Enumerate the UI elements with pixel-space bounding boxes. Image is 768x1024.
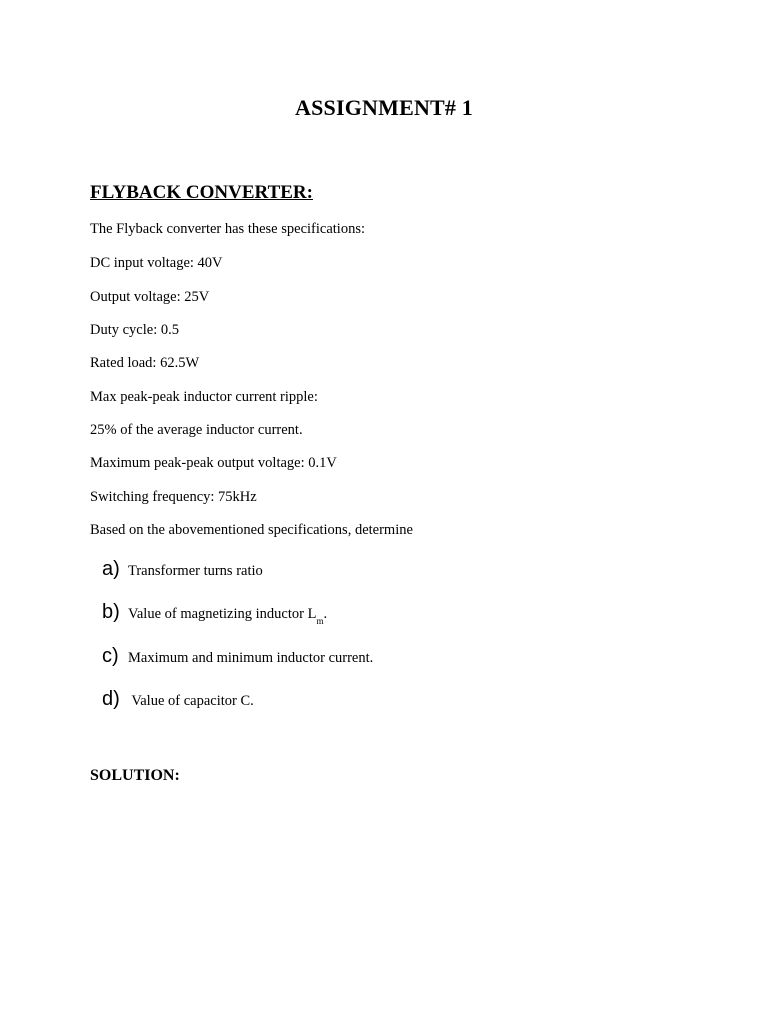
list-letter: c) (102, 645, 119, 667)
list-item-suffix: . (323, 606, 328, 622)
spec-output-ripple: Maximum peak-peak output voltage: 0.1V (90, 455, 337, 471)
list-item-text: Value of capacitor C. (128, 693, 254, 709)
list-item-c (102, 645, 373, 668)
intro-text: The Flyback converter has these specifications: (90, 221, 365, 237)
spec-output-voltage: Output voltage: 25V (90, 289, 210, 305)
list-item-text (128, 606, 328, 626)
list-item-main-text: Value of magnetizing inductor L (128, 606, 317, 622)
assignment-title: ASSIGNMENT# 1 (294, 95, 474, 120)
list-item-text: Maximum and minimum inductor current. (128, 650, 374, 666)
spec-dc-input: DC input voltage: 40V (90, 255, 223, 271)
spec-rated-load: Rated load: 62.5W (90, 355, 200, 371)
spec-switching-frequency: Switching frequency: 75kHz (90, 489, 257, 505)
prompt-text: Based on the abovementioned specifications, determine (90, 522, 413, 538)
list-letter: b) (102, 601, 120, 623)
spec-duty-cycle: Duty cycle: 0.5 (90, 322, 179, 338)
list-letter: d) (102, 688, 120, 710)
list-item-text: Transformer turns ratio (128, 563, 263, 579)
list-letter: a) (102, 558, 120, 580)
solution-label: SOLUTION: (90, 767, 180, 784)
section-heading: FLYBACK CONVERTER: (90, 182, 313, 203)
list-item-d (102, 688, 254, 711)
list-item-b (102, 601, 327, 624)
list-item-a (102, 558, 263, 581)
spec-ripple-percent: 25% of the average inductor current. (90, 422, 303, 438)
subscript: m (316, 616, 324, 626)
spec-current-ripple: Max peak-peak inductor current ripple: (90, 389, 318, 405)
